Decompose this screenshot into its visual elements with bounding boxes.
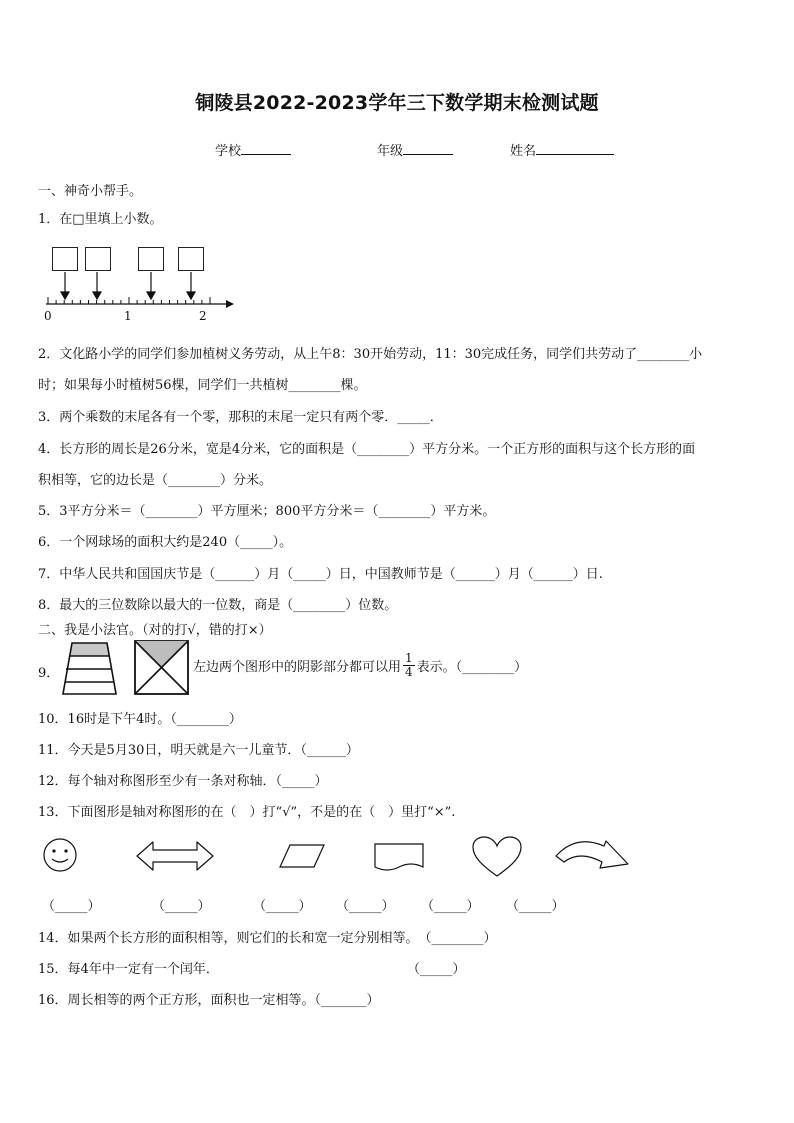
question-5: 5．3平方分米＝（________）平方厘米；800平方分米＝（________）平方米。 — [38, 504, 496, 519]
question-15: 15．每4年中一定有一个闰年． — [38, 962, 219, 977]
heart-icon — [472, 836, 526, 878]
fraction-denominator: 4 — [405, 665, 413, 679]
question-10: 10．16时是下午4时。（________） — [38, 712, 242, 727]
question-13: 13．下面图形是轴对称图形的在（ ）打“√”，不是的在（ ）里打“×”. — [38, 805, 456, 820]
question-1: 1．在□里填上小数。 — [38, 212, 163, 227]
tick-label-1: 1 — [124, 309, 132, 323]
section-2-heading: 二、我是小法官。（对的打√，错的打×） — [38, 623, 272, 638]
question-4-line-1: 4．长方形的周长是26分米，宽是4分米，它的面积是（________）平方分米。一个正方形的面积与这个长方形的面 — [38, 442, 696, 457]
answer-box-4[interactable] — [178, 247, 204, 271]
question-2-line-2: 时；如果每小时植树56棵，同学们一共植树________棵。 — [38, 378, 367, 393]
school-field[interactable] — [215, 140, 291, 159]
q13-blank-6[interactable]: （_____） — [506, 899, 565, 914]
question-9-text-a: 左边两个图形中的阴影部分都可以用 — [193, 660, 402, 675]
question-9-text — [193, 652, 527, 679]
q13-blank-1[interactable]: （_____） — [42, 899, 101, 914]
question-9-text-b: 表示。（________） — [416, 660, 528, 675]
curved-arrow-icon — [554, 836, 634, 874]
pointer-arrowhead — [187, 292, 195, 299]
tick-label-2: 2 — [199, 309, 207, 323]
trapezoid-figure — [60, 640, 120, 696]
fraction-one-quarter — [403, 652, 415, 679]
wavy-rectangle-icon — [373, 841, 427, 875]
name-label: 姓名 — [510, 144, 537, 159]
q13-blank-3[interactable]: （_____） — [253, 899, 312, 914]
answer-box-2[interactable] — [85, 247, 111, 271]
page-title: 铜陵县2022-2023学年三下数学期末检测试题 — [195, 92, 599, 114]
number-line — [40, 270, 240, 310]
q13-blank-2[interactable]: （_____） — [152, 899, 211, 914]
school-blank[interactable] — [241, 142, 291, 155]
square-diagonals-figure — [134, 640, 190, 696]
name-field[interactable] — [510, 140, 614, 159]
tick-label-0: 0 — [44, 309, 52, 323]
question-7: 7．中华人民共和国国庆节是（______）月（_____）日，中国教师节是（______）月（______）日. — [38, 567, 603, 582]
pointer-arrowhead — [61, 292, 69, 299]
school-label: 学校 — [215, 144, 242, 159]
parallelogram-icon — [278, 843, 328, 873]
section-1-heading: 一、神奇小帮手。 — [38, 184, 143, 199]
answer-box-1[interactable] — [52, 247, 78, 271]
question-14: 14．如果两个长方形的面积相等，则它们的长和宽一定分别相等。 （________） — [38, 931, 497, 946]
grade-label: 年级 — [377, 144, 404, 159]
axis-arrowhead — [226, 300, 234, 308]
q13-blank-5[interactable]: （_____） — [421, 899, 480, 914]
smiley-face-icon — [40, 838, 84, 874]
trapezoid-shaded-strip — [69, 643, 110, 656]
question-2-line-1: 2．文化路小学的同学们参加植树义务劳动，从上午8：30开始劳动，11：30完成任务，同学们共劳动了________小 — [38, 347, 703, 362]
question-16: 16．周长相等的两个正方形，面积也一定相等。（_______） — [38, 993, 380, 1008]
question-9-number: 9． — [38, 666, 60, 681]
question-12: 12．每个轴对称图形至少有一条对称轴．（_____） — [38, 774, 328, 789]
pointer-arrowhead — [147, 292, 155, 299]
grade-field[interactable] — [377, 140, 453, 159]
question-6: 6．一个网球场的面积大约是240（_____）。 — [38, 535, 293, 550]
name-blank[interactable] — [536, 142, 614, 155]
pointer-arrowhead — [93, 292, 101, 299]
double-arrow-icon — [135, 840, 219, 874]
question-8: 8．最大的三位数除以最大的一位数，商是（________）位数。 — [38, 598, 398, 613]
question-4-line-2: 积相等，它的边长是（________）分米。 — [38, 473, 273, 488]
grade-blank[interactable] — [403, 142, 453, 155]
question-3: 3．两个乘数的末尾各有一个零，那积的末尾一定只有两个零．_____． — [38, 410, 443, 425]
answer-box-3[interactable] — [138, 247, 164, 271]
q13-blank-4[interactable]: （_____） — [336, 899, 395, 914]
fraction-numerator: 1 — [405, 651, 413, 665]
question-15-blank[interactable]: （_____） — [407, 962, 466, 977]
question-11: 11．今天是5月30日，明天就是六一儿童节．（______） — [38, 743, 359, 758]
